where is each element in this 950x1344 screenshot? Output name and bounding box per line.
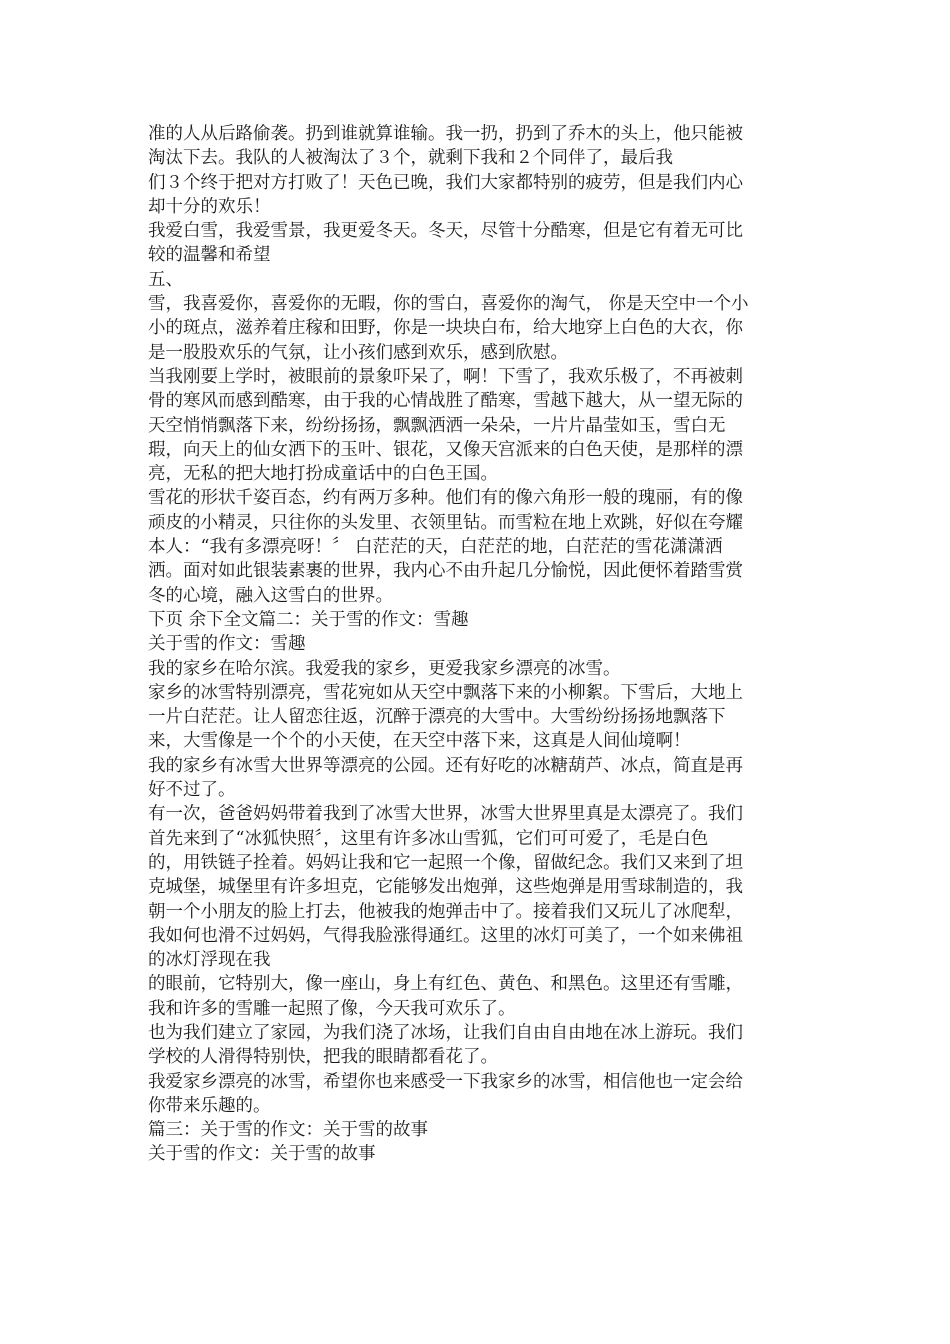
article-title: 关于雪的作文：雪趣 [148, 634, 306, 655]
text-line: 的，用铁链子拴着。妈妈让我和它一起照一个像，留做纪念。我们又来到了坦 [148, 852, 743, 873]
text-line: 我的家乡有冰雪大世界等漂亮的公园。还有好吃的冰糖葫芦、冰点，简直是再 [148, 755, 743, 776]
text-line: 我如何也滑不过妈妈，气得我脸涨得通红。这里的冰灯可美了，一个如来佛祖 [148, 925, 743, 946]
section-heading: 篇三：关于雪的作文：关于雪的故事 [148, 1120, 428, 1141]
text-line: 天空悄悄飘落下来，纷纷扬扬，飘飘洒洒一朵朵，一片片晶莹如玉，雪白无 [148, 415, 726, 436]
text-line: 首先来到了“冰狐快照〞，这里有许多冰山雪狐，它们可可爱了，毛是白色 [148, 828, 709, 849]
article-title: 关于雪的作文：关于雪的故事 [148, 1144, 376, 1165]
text-line: 学校的人滑得特别快，把我的眼睛都看花了。 [148, 1047, 498, 1068]
text-line: 我的家乡在哈尔滨。我爱我的家乡，更爱我家乡漂亮的冰雪。 [148, 658, 621, 679]
text-line: 有一次，爸爸妈妈带着我到了冰雪大世界，冰雪大世界里真是太漂亮了。我们 [148, 804, 743, 825]
text-line: 瑕，向天上的仙女洒下的玉叶、银花，又像天宫派来的白色天使，是那样的漂 [148, 439, 743, 460]
text-line: 你带来乐趣的。 [148, 1095, 271, 1116]
text-line: 准的人从后路偷袭。扔到谁就算谁输。我一扔，扔到了乔木的头上，他只能被 [148, 124, 743, 144]
text-line: 亮，无私的把大地打扮成童话中的白色王国。 [148, 464, 498, 485]
text-line: 雪花的形状千姿百态，约有两万多种。他们有的像六角形一般的瑰丽，有的像 [148, 488, 743, 509]
text-line: 淘汰下去。我队的人被淘汰了３个，就剩下我和２个同伴了，最后我 [148, 148, 673, 169]
text-line: 的冰灯浮现在我 [148, 950, 271, 971]
section-heading: 五、 [148, 269, 183, 290]
next-page-link[interactable]: 下页 余下全文篇二：关于雪的作文：雪趣 [148, 609, 469, 630]
text-line: 却十分的欢乐！ [148, 196, 271, 217]
text-line: 的眼前，它特别大，像一座山，身上有红色、黄色、和黑色。这里还有雪雕， [148, 974, 743, 995]
text-line: 雪，我喜爱你，喜爱你的无暇，你的雪白，喜爱你的淘气， 你是天空中一个小 [148, 294, 749, 315]
text-line: 较的温馨和希望 [148, 245, 271, 266]
text-line: 冬的心境，融入这雪白的世界。 [148, 585, 393, 606]
text-line: 一片白茫茫。让人留恋往返，沉醉于漂亮的大雪中。大雪纷纷扬扬地飘落下 [148, 707, 726, 728]
text-line: 朝一个小朋友的脸上打去，他被我的炮弹击中了。接着我们又玩儿了冰爬犁， [148, 901, 743, 922]
text-line: 小的斑点，滋养着庄稼和田野，你是一块块白布，给大地穿上白色的大衣，你 [148, 318, 743, 339]
text-line: 也为我们建立了家园，为我们浇了冰场，让我们自由自由地在冰上游玩。我们 [148, 1022, 743, 1043]
text-line: 来，大雪像是一个个的小天使，在天空中落下来，这真是人间仙境啊！ [148, 731, 691, 752]
text-line: 们３个终于把对方打败了！天色已晚，我们大家都特别的疲劳，但是我们内心 [148, 172, 743, 193]
text-line: 我爱家乡漂亮的冰雪，希望你也来感受一下我家乡的冰雪，相信他也一定会给 [148, 1071, 743, 1092]
document-body [148, 122, 808, 1167]
text-line: 顽皮的小精灵，只往你的头发里、衣领里钻。而雪粒在地上欢跳，好似在夸耀 [148, 512, 743, 533]
text-line: 我和许多的雪雕一起照了像，今天我可欢乐了。 [148, 998, 516, 1019]
text-line: 克城堡，城堡里有许多坦克，它能够发出炮弹，这些炮弹是用雪球制造的，我 [148, 877, 743, 898]
text-line: 是一股股欢乐的气氛，让小孩们感到欢乐，感到欣慰。 [148, 342, 568, 363]
text-line: 好不过了。 [148, 780, 236, 801]
text-line: 我爱白雪，我爱雪景，我更爱冬天。冬天，尽管十分酷寒，但是它有着无可比 [148, 221, 743, 242]
text-line: 当我刚要上学时，被眼前的景象吓呆了，啊！下雪了，我欢乐极了，不再被刺 [148, 366, 743, 387]
text-line: 本人：“我有多漂亮呀！〞 白茫茫的天，白茫茫的地，白茫茫的雪花潇潇洒 [148, 537, 723, 558]
text-line: 骨的寒风而感到酷寒，由于我的心情战胜了酷寒，雪越下越大，从一望无际的 [148, 391, 743, 412]
text-line: 家乡的冰雪特别漂亮，雪花宛如从天空中飘落下来的小柳絮。下雪后，大地上 [148, 682, 743, 703]
text-line: 洒。面对如此银装素裹的世界，我内心不由升起几分愉悦，因此便怀着踏雪赏 [148, 561, 743, 582]
